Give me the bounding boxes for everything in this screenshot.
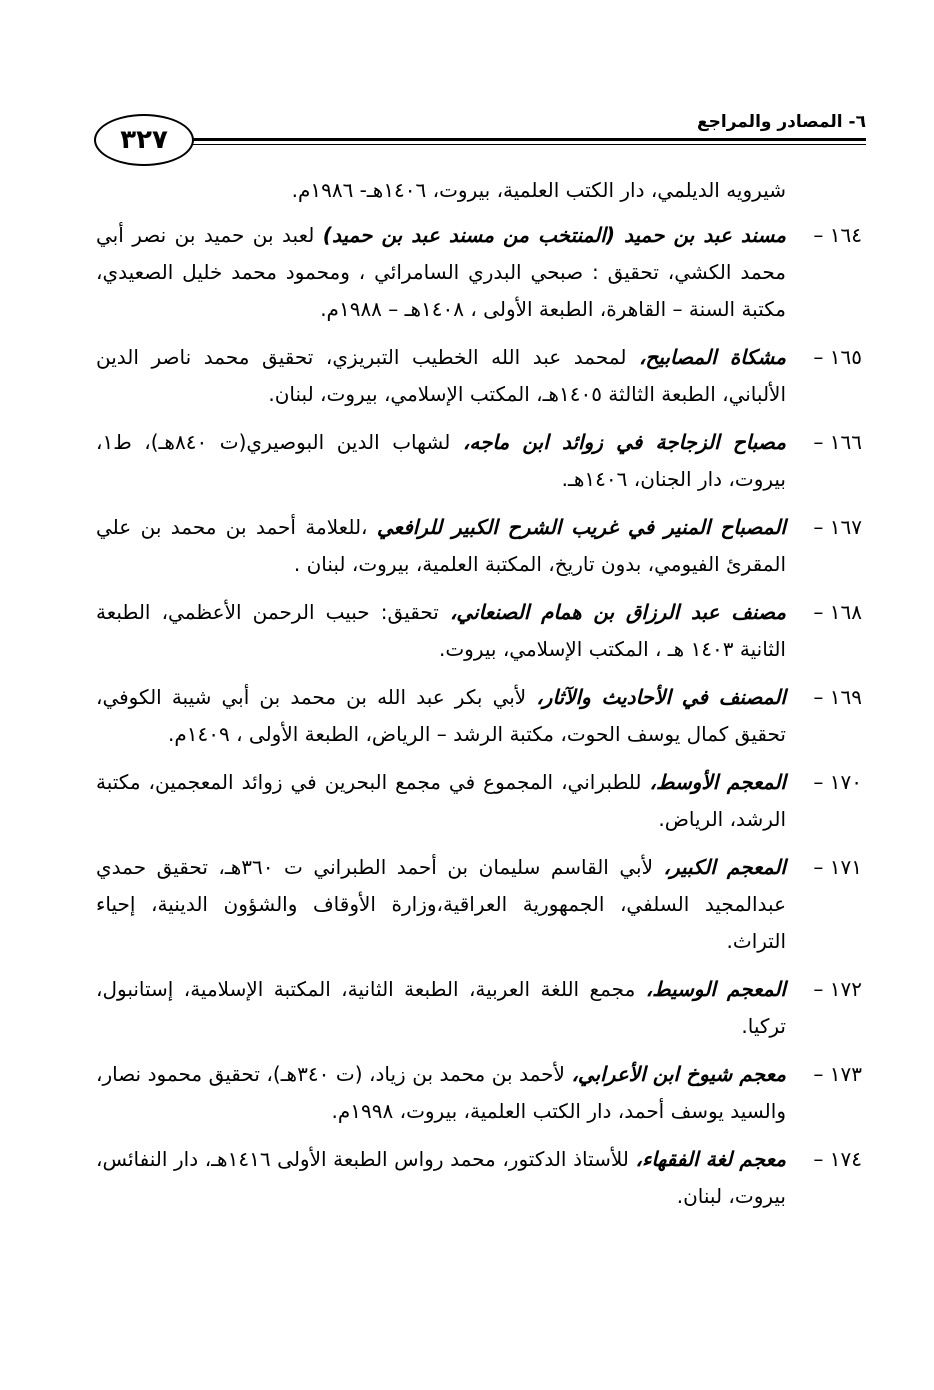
entry-text: ،للعلامة أحمد بن محمد بن علي المقرئ الفيومي، بدون تاريخ، المكتبة العلمية، بيروت، لبنان . [96,515,786,576]
entry-title: المعجم الأوسط، [649,770,786,794]
entry-text: لأحمد بن محمد بن زياد، (ت ٣٤٠هـ)، تحقيق محمود نصار، والسيد يوسف أحمد، دار الكتب العلمية، بيروت، ١٩٩٨م. [96,1062,786,1123]
reference-entry-174 [96,1141,862,1215]
entry-number: ١٧٤ – [813,1147,862,1171]
entry-title: معجم شيوخ ابن الأعرابي، [571,1062,786,1086]
entry-text: لعبد بن حميد بن نصر أبي محمد الكشي، تحقيق : صبحي البدري السامرائي ، ومحمود محمد خليل الصعيدي، مكتبة السنة – القاهرة، الطبعة الأولى ، ١٤٠٨هـ – ١٩٨٨م. [96,223,786,321]
reference-entry-164 [96,217,862,328]
reference-entry-170 [96,764,862,838]
entry-number: ١٦٧ – [813,515,862,539]
entry-number: ١٧٢ – [813,977,862,1001]
page-header [90,104,866,174]
header-rule-thick [186,138,866,141]
reference-entry-172 [96,971,862,1045]
reference-entry-165 [96,339,862,413]
entry-number: ١٦٥ – [813,345,862,369]
header-rule-thin [186,144,866,145]
entry-text: مجمع اللغة العربية، الطبعة الثانية، المكتبة الإسلامية، إستانبول، تركيا. [96,977,786,1038]
reference-entry-166 [96,424,862,498]
entry-number: ١٦٤ – [813,223,862,247]
entry-text: لأبي القاسم سليمان بن أحمد الطبراني ت ٣٦٠هـ، تحقيق حمدي عبدالمجيد السلفي، الجمهورية العراقية،وزارة الأوقاف والشؤون الدينية، إحياء التراث. [96,855,786,953]
entry-title: المعجم الوسيط، [645,977,786,1001]
entry-title: مسند عبد بن حميد (المنتخب من مسند عبد بن حميد) [322,223,787,247]
page-number: ٣٢٧ [94,114,194,166]
entry-text: لشهاب الدين البوصيري(ت ٨٤٠هـ)، ط١، بيروت، دار الجنان، ١٤٠٦هـ. [96,430,786,491]
reference-entry-171 [96,849,862,960]
continuation-text: شيرويه الديلمي، دار الكتب العلمية، بيروت، ١٤٠٦هـ- ١٩٨٦م. [291,178,786,202]
entry-text: لمحمد عبد الله الخطيب التبريزي، تحقيق محمد ناصر الدين الألباني، الطبعة الثالثة ١٤٠٥هـ، المكتب الإسلامي، بيروت، لبنان. [96,345,786,406]
entry-text: للأستاذ الدكتور، محمد رواس الطبعة الأولى ١٤١٦هـ، دار النفائس، بيروت، لبنان. [96,1147,786,1208]
entry-number: ١٧١ – [813,855,862,879]
reference-entry-168 [96,594,862,668]
entry-number: ١٦٦ – [813,430,862,454]
references-list [96,172,862,1226]
reference-entry-169 [96,679,862,753]
entry-title: مشكاة المصابيح، [639,345,786,369]
entry-number: ١٧٣ – [813,1062,862,1086]
entry-title: معجم لغة الفقهاء، [635,1147,786,1171]
entry-title: مصباح الزجاجة في زوائد ابن ماجه، [462,430,786,454]
entry-title: المعجم الكبير، [663,855,786,879]
entry-text: لأبي بكر عبد الله بن محمد بن أبي شيبة الكوفي، تحقيق كمال يوسف الحوت، مكتبة الرشد – الرياض، الطبعة الأولى ، ١٤٠٩م. [96,685,786,746]
entry-number: ١٦٨ – [813,600,862,624]
reference-entry-167 [96,509,862,583]
entry-title: المصباح المنير في غريب الشرح الكبير للرافعي [376,515,786,539]
entry-title: المصنف في الأحاديث والآثار، [536,685,786,709]
entry-title: مصنف عبد الرزاق بن همام الصنعاني، [449,600,786,624]
entry-text: للطبراني، المجموع في مجمع البحرين في زوائد المعجمين، مكتبة الرشد، الرياض. [96,770,786,831]
entry-text: تحقيق: حبيب الرحمن الأعظمي، الطبعة الثانية ١٤٠٣ هـ ، المكتب الإسلامي، بيروت. [96,600,786,661]
chapter-title: ٦- المصادر والمراجع [697,112,866,132]
reference-entry-173 [96,1056,862,1130]
entry-number: ١٧٠ – [813,770,862,794]
entry-number: ١٦٩ – [813,685,862,709]
